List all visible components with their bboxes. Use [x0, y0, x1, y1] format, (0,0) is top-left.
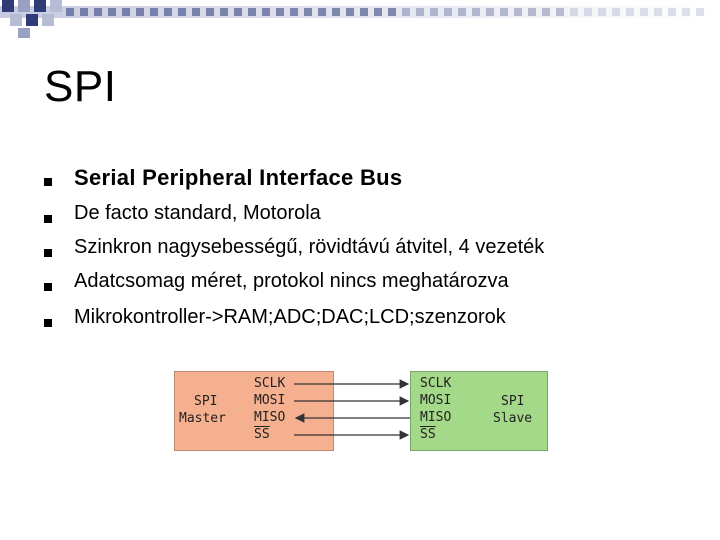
slave-signal-miso: MISO [420, 410, 452, 425]
bullet-item [44, 236, 704, 266]
signal-arrows [170, 368, 550, 454]
bullet-text: Mikrokontroller->RAM;ADC;DAC;LCD;szenzorok [74, 306, 506, 328]
bullet-text: Szinkron nagysebességű, rövidtávú átvitel, 4 vezeték [74, 236, 545, 258]
slave-signal-ss: $\overline{SS}$ [420, 427, 436, 442]
slide-title: SPI [44, 62, 117, 111]
master-label-line2: Master [179, 411, 226, 426]
bullet-item [44, 202, 704, 232]
bullet-item [44, 306, 704, 336]
deco-square [34, 0, 46, 12]
deco-square [26, 14, 38, 26]
spi-diagram [170, 368, 550, 454]
deco-square [42, 14, 54, 26]
slave-signal-sclk: SCLK [420, 376, 452, 391]
slave-label-line2: Slave [493, 411, 533, 426]
master-label-line1: SPI [194, 394, 218, 409]
header-decoration [0, 0, 720, 40]
bullet-text: De facto standard, Motorola [74, 202, 321, 224]
bullet-text: Adatcsomag méret, protokol nincs meghatározva [74, 270, 509, 292]
slave-signal-mosi: MOSI [420, 393, 452, 408]
deco-square [2, 0, 14, 12]
deco-square [10, 14, 22, 26]
master-signal-miso: MISO [254, 410, 286, 425]
master-signal-ss: $\overline{SS}$ [254, 427, 270, 442]
deco-square [18, 28, 30, 38]
filled-square-icon [44, 215, 52, 223]
bullet-item [44, 165, 704, 195]
bullet-item [44, 270, 704, 300]
filled-square-icon [44, 319, 52, 327]
filled-square-icon [44, 283, 52, 291]
master-signal-mosi: MOSI [254, 393, 286, 408]
bullet-text: Serial Peripheral Interface Bus [74, 165, 403, 190]
master-signal-sclk: SCLK [254, 376, 286, 391]
slave-label-line1: SPI [501, 394, 525, 409]
deco-square [50, 0, 62, 12]
filled-square-icon [44, 178, 52, 186]
filled-square-icon [44, 249, 52, 257]
deco-square [18, 0, 30, 12]
